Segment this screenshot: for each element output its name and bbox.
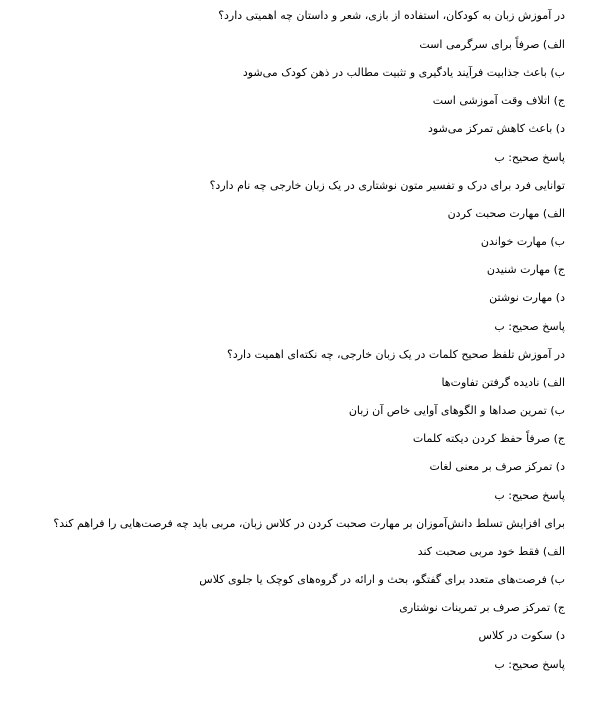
answer-line: پاسخ صحیح: ب [494, 320, 565, 333]
option-a: الف) نادیده گرفتن تفاوت‌ها [441, 376, 565, 389]
answer-line: پاسخ صحیح: ب [494, 151, 565, 164]
option-d: د) تمرکز صرف بر معنی لغات [429, 460, 565, 473]
option-c: ج) مهارت شنیدن [486, 263, 565, 276]
question-text: در آموزش تلفظ صحیح کلمات در یک زبان خارجی، چه نکته‌ای اهمیت دارد؟ [226, 348, 565, 361]
option-b: ب) باعث جذابیت فرآیند یادگیری و تثبیت مطالب در ذهن کودک می‌شود [242, 66, 565, 79]
option-c: ج) تمرکز صرف بر تمرینات نوشتاری [399, 601, 565, 614]
answer-line: پاسخ صحیح: ب [494, 489, 565, 502]
option-a: الف) مهارت صحبت کردن [447, 207, 565, 220]
option-c: ج) صرفاً حفظ کردن دیکته کلمات [412, 432, 565, 445]
option-a: الف) صرفاً برای سرگرمی است [419, 38, 565, 51]
question-text: در آموزش زبان به کودکان، استفاده از بازی، شعر و داستان چه اهمیتی دارد؟ [218, 9, 565, 22]
answer-line: پاسخ صحیح: ب [494, 658, 565, 671]
question-text: توانایی فرد برای درک و تفسیر متون نوشتاری در یک زبان خارجی چه نام دارد؟ [209, 179, 565, 192]
option-b: ب) تمرین صداها و الگوهای آوایی خاص آن زبان [348, 404, 565, 417]
option-b: ب) مهارت خواندن [480, 235, 565, 248]
option-d: د) سکوت در کلاس [478, 629, 565, 642]
question-text: برای افزایش تسلط دانش‌آموزان بر مهارت صحبت کردن در کلاس زبان، مربی باید چه فرصت‌هایی را فراهم کند؟ [53, 517, 565, 530]
option-d: د) مهارت نوشتن [489, 291, 565, 304]
option-d: د) باعث کاهش تمرکز می‌شود [427, 122, 565, 135]
option-a: الف) فقط خود مربی صحبت کند [417, 545, 565, 558]
option-c: ج) اتلاف وقت آموزشی است [432, 94, 565, 107]
option-b: ب) فرصت‌های متعدد برای گفتگو، بحث و ارائه در گروه‌های کوچک یا جلوی کلاس [199, 573, 565, 586]
